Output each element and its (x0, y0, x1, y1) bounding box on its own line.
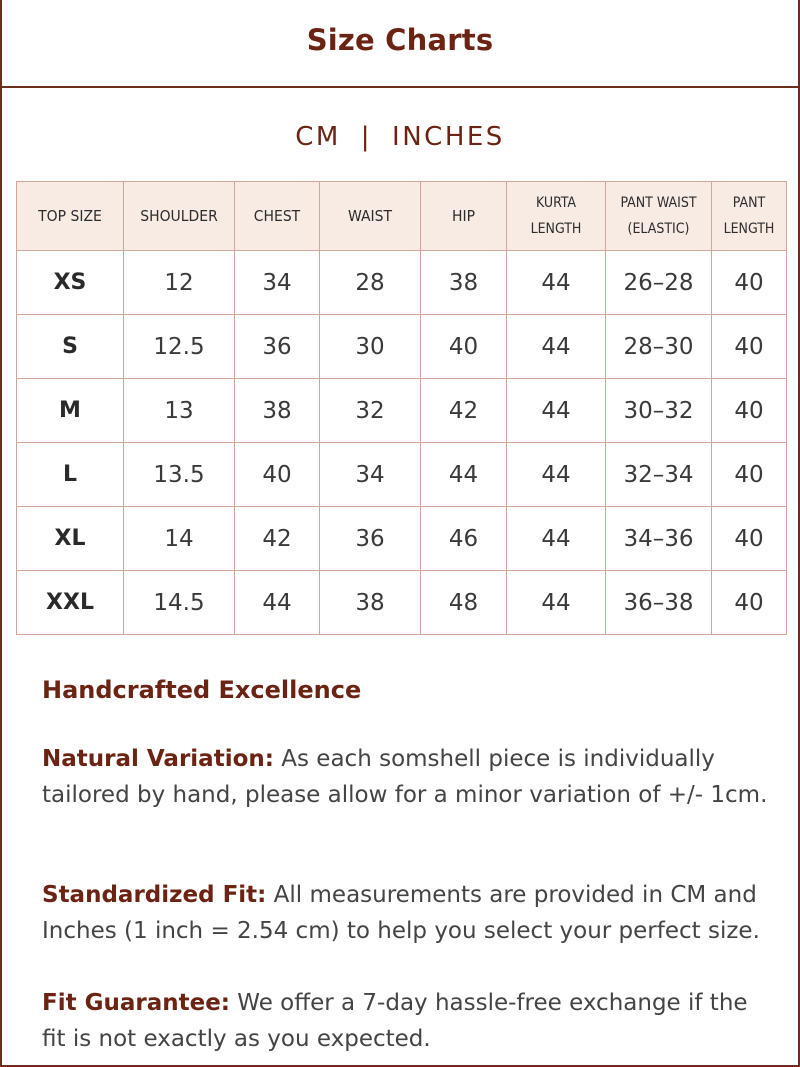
table-cell: 42 (421, 379, 507, 443)
table-cell: 40 (235, 443, 320, 507)
unit-separator: | (360, 122, 373, 152)
table-cell: 44 (507, 571, 606, 635)
table-cell: 12 (124, 251, 235, 315)
table-cell: 36–38 (606, 571, 712, 635)
table-cell: 40 (421, 315, 507, 379)
size-label-cell: XXL (17, 571, 124, 635)
column-header-line: LENGTH (723, 221, 775, 237)
size-label-cell: XL (17, 507, 124, 571)
table-cell: 34 (235, 251, 320, 315)
table-cell: 30 (320, 315, 421, 379)
table-cell: 40 (712, 571, 787, 635)
table-cell: 48 (421, 571, 507, 635)
table-cell: 46 (421, 507, 507, 571)
table-cell: 44 (507, 251, 606, 315)
column-header-line: LENGTH (530, 221, 582, 237)
table-cell: 28 (320, 251, 421, 315)
standardized-fit-label: Standardized Fit: (42, 882, 267, 908)
table-cell: 40 (712, 379, 787, 443)
table-cell: 36 (235, 315, 320, 379)
table-cell: 38 (235, 379, 320, 443)
column-header (124, 182, 235, 251)
table-cell: 40 (712, 507, 787, 571)
table-cell: 32–34 (606, 443, 712, 507)
table-cell: 40 (712, 315, 787, 379)
fit-guarantee-label: Fit Guarantee: (42, 990, 230, 1016)
table-cell: 12.5 (124, 315, 235, 379)
table-row (17, 379, 787, 443)
column-header-line: CHEST (253, 207, 301, 225)
table-cell: 40 (712, 251, 787, 315)
table-row (17, 315, 787, 379)
table-cell: 44 (235, 571, 320, 635)
table-cell: 38 (320, 571, 421, 635)
table-cell: 36 (320, 507, 421, 571)
table-row (17, 443, 787, 507)
table-row (17, 251, 787, 315)
natural-variation-note (42, 741, 768, 813)
unit-toggle (2, 122, 798, 152)
natural-variation-label: Natural Variation: (42, 746, 274, 772)
column-header-line: (ELASTIC) (627, 221, 690, 237)
column-header-line: TOP SIZE (38, 207, 102, 225)
column-header (712, 182, 787, 251)
table-cell: 40 (712, 443, 787, 507)
table-cell: 14.5 (124, 571, 235, 635)
unit-inches-option[interactable]: INCHES (392, 122, 505, 152)
table-cell: 34–36 (606, 507, 712, 571)
table-body (17, 251, 787, 635)
table-cell: 42 (235, 507, 320, 571)
column-header (421, 182, 507, 251)
table-cell: 44 (507, 507, 606, 571)
natural-variation-text: As each somshell piece is individually tailored by hand, please allow for a minor variation of +/- 1cm. (42, 746, 768, 808)
unit-cm-option[interactable]: CM (295, 122, 341, 152)
column-header-line: WAIST (348, 207, 392, 225)
standardized-fit-text: All measurements are provided in CM and Inches (1 inch = 2.54 cm) to help you select your perfect size. (42, 882, 760, 944)
table-cell: 44 (507, 443, 606, 507)
column-header (17, 182, 124, 251)
table-header-row (17, 182, 787, 251)
size-label-cell: S (17, 315, 124, 379)
column-header-line: KURTA (535, 195, 577, 211)
table-cell: 13.5 (124, 443, 235, 507)
column-header-line: HIP (451, 207, 475, 225)
table-row (17, 507, 787, 571)
title-bar (2, 0, 798, 88)
column-header (235, 182, 320, 251)
size-label-cell: L (17, 443, 124, 507)
table-cell: 34 (320, 443, 421, 507)
standardized-fit-note (42, 877, 768, 949)
size-table (16, 181, 787, 635)
table-row (17, 571, 787, 635)
table-cell: 32 (320, 379, 421, 443)
column-header (606, 182, 712, 251)
column-header (320, 182, 421, 251)
table-cell: 30–32 (606, 379, 712, 443)
table-cell: 38 (421, 251, 507, 315)
fit-guarantee-note (42, 985, 768, 1057)
table-cell: 14 (124, 507, 235, 571)
column-header-line: PANT (732, 195, 766, 211)
table-cell: 44 (507, 315, 606, 379)
section-heading: Handcrafted Excellence (42, 676, 362, 704)
column-header (507, 182, 606, 251)
size-label-cell: M (17, 379, 124, 443)
column-header-line: SHOULDER (140, 207, 218, 225)
table-cell: 28–30 (606, 315, 712, 379)
table-cell: 44 (507, 379, 606, 443)
fit-guarantee-text: We offer a 7-day hassle-free exchange if the fit is not exactly as you expected. (42, 990, 748, 1052)
page-title: Size Charts (306, 23, 494, 57)
table-cell: 13 (124, 379, 235, 443)
table-cell: 44 (421, 443, 507, 507)
size-label-cell: XS (17, 251, 124, 315)
table-cell: 26–28 (606, 251, 712, 315)
column-header-line: PANT WAIST (620, 195, 697, 211)
